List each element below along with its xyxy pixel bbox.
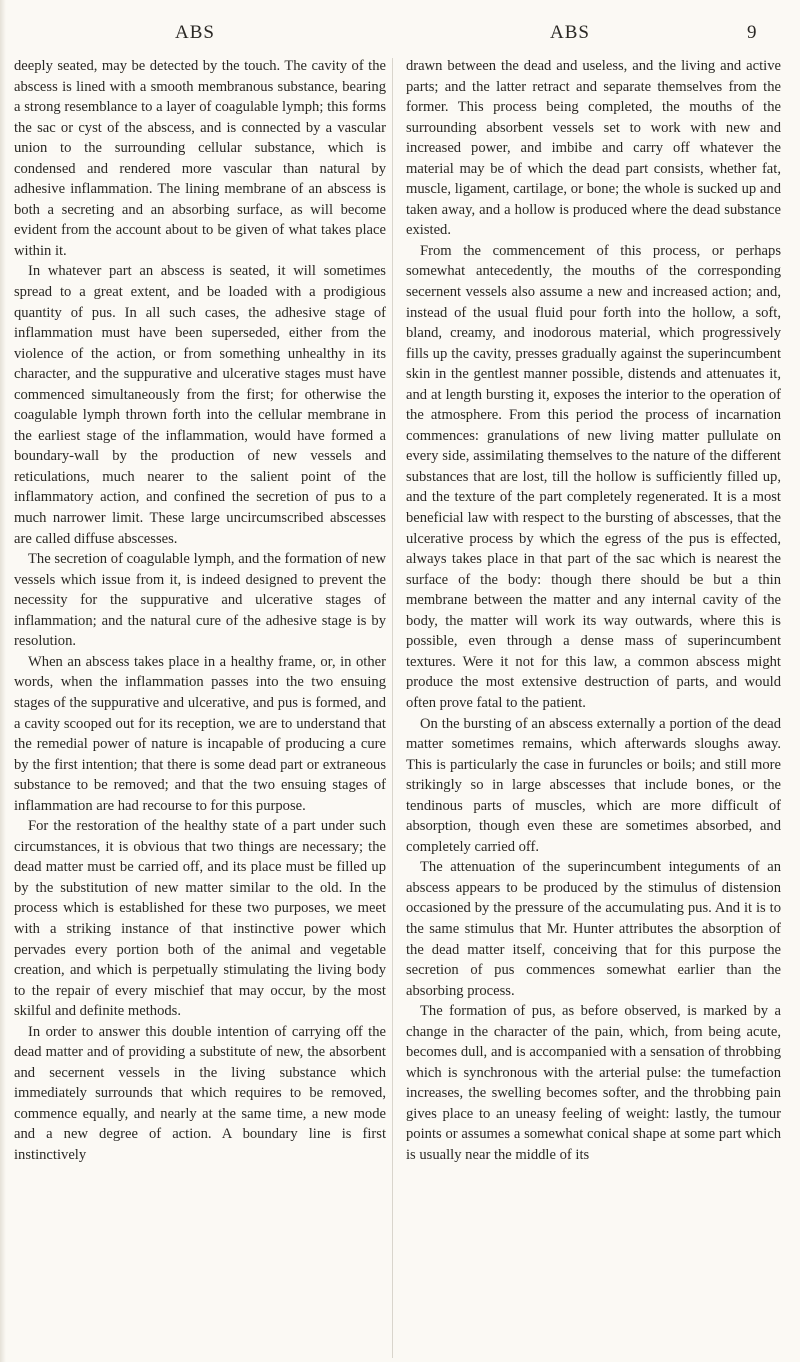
paragraph: When an abscess takes place in a healthy frame, or, in other words, when the inflammation passes into the two ensuing stages of the suppurative and ulcerative, and pus is formed, and a cavity scooped out for its reception, we are to understand that the remedial power of nature is incapable of producing a cure by the first intention; that there is some dead part or extraneous substance to be removed; and that the two ensuing stages of inflammation are had recourse to for this purpose. — [14, 653, 386, 814]
paragraph: drawn between the dead and useless, and the living and active parts; and the latter retract and separate themselves from the former. This process being completed, the mouths of the surrounding absorbent vessels set to work with new and increased power, and imbibe and carry off whatever the material may be of which the dead part consists, whether fat, muscle, ligament, cartilage, or bone; the whole is sucked up and taken away, and a hollow is produced where the dead substance existed. — [406, 58, 781, 239]
paragraph: On the bursting of an abscess externally a portion of the dead matter sometimes remains, which afterwards sloughs away. This is particularly the case in furuncles or boils; and still more strikingly so in large abscesses that include bones, or the tendinous parts of muscles, which are more difficult of absorption, though even these are sometimes absorbed, and completely carried off. — [406, 715, 781, 855]
paragraph: The attenuation of the superincumbent integuments of an abscess appears to be produced by the stimulus of distension occasioned by the pressure of the accumulating pus. And it is to the same stimulus that Mr. Hunter attributes the absorption of the dead matter itself, conceiving that for this purpose the secretion of pus commences somewhat earlier than the absorbing process. — [406, 859, 781, 999]
right-text-column — [406, 56, 781, 1166]
page-number: 9 — [747, 22, 757, 43]
paragraph: The secretion of coagulable lymph, and the formation of new vessels which issue from it, is indeed designed to prevent the necessity for the suppurative and ulcerative stages of inflammation; and the natural cure of the adhesive stage is by resolution. — [14, 551, 386, 650]
paragraph: deeply seated, may be detected by the touch. The cavity of the abscess is lined with a smooth membranous substance, bearing a strong resemblance to a layer of coagulable lymph; this forms the sac or cyst of the abscess, and is connected by a vascular union to the surrounding cellular substance, which is condensed and rendered more vascular than natural by adhesive inflammation. The lining membrane of an abscess is both a secreting and an absorbing surface, as will become evident from the account about to be given of what takes place within it. — [14, 58, 386, 259]
paragraph: From the commencement of this process, or perhaps somewhat antecedently, the mouths of the corresponding secernent vessels also assume a new and increased action; and, instead of the usual fluid pour forth into the hollow, a soft, bland, creamy, and inodorous material, which progressively fills up the cavity, presses gradually against the superincumbent skin in the gentlest manner possible, distends and attenuates it, and at length bursting it, exposes the interior to the operation of the atmosphere. From this period the process of incarnation commences: granulations of new living matter pullulate on every side, assimilating themselves to the nature of the different substances that are lost, till the hollow is sufficiently filled up, and the texture of the part completely regenerated. It is a most beneficial law with respect to the bursting of abscesses, that the ulcerative process by which the egress of the pus is effected, always takes place in that part of the sac which is nearest the surface of the body: though there should be but a thin membrane between the matter and any internal cavity of the body, the matter will work its way outwards, where this is possible, even through a dense mass of superincumbent textures. Were it not for this law, a common abscess might produce the most extensive destruction of parts, and would often prove fatal to the patient. — [406, 242, 781, 711]
left-text-column — [14, 56, 386, 1166]
paragraph: The formation of pus, as before observed, is marked by a change in the character of the pain, which, from being acute, becomes dull, and is accompanied with a sensation of throbbing which is synchronous with the arterial pulse: the tumefaction increases, the swelling becomes softer, and the throbbing pain gives place to an uneasy feeling of weight: lastly, the tumour points or assumes a somewhat conical shape at some part which is usually near the middle of its — [406, 1003, 781, 1163]
running-head-right: ABS — [550, 22, 590, 43]
page-edge-shadow — [0, 0, 6, 1362]
paragraph: For the restoration of the healthy state of a part under such circumstances, it is obvious that two things are necessary; the dead matter must be carried off, and its place must be filled up by the substitution of new matter similar to the old. In the process which is established for these two purposes, we meet with a striking instance of that instinctive power which pervades every portion both of the animal and vegetable creation, and which is perpetually stimulating the living body to the repair of every mischief that may occur, by the most skilful and definite methods. — [14, 818, 386, 1020]
running-head-left: ABS — [175, 22, 215, 43]
column-divider — [392, 58, 393, 1358]
paragraph: In whatever part an abscess is seated, it will sometimes spread to a great extent, and be loaded with a prodigious quantity of pus. In all such cases, the adhesive stage of inflammation must have been superseded, either from the violence of the action, or from something unhealthy in its character, and the suppurative and ulcerative stages must have commenced simultaneously from the first; for otherwise the coagulable lymph thrown forth into the cellular membrane in the earliest stage of the inflammation, would have formed a boundary-wall by the production of new vessels and reticulations, much nearer to the salient point of the inflammatory action, and confined the secretion of pus to a much narrower limit. These large uncircumscribed abscesses are called diffuse abscesses. — [14, 263, 386, 547]
page-header — [0, 10, 800, 50]
paragraph: In order to answer this double intention of carrying off the dead matter and of providing a substitute of new, the absorbent and secernent vessels in the living substance which immediately surrounds that which requires to be removed, commence equally, and nearly at the same time, a new mode and a new degree of action. A boundary line is first instinctively — [14, 1023, 386, 1163]
